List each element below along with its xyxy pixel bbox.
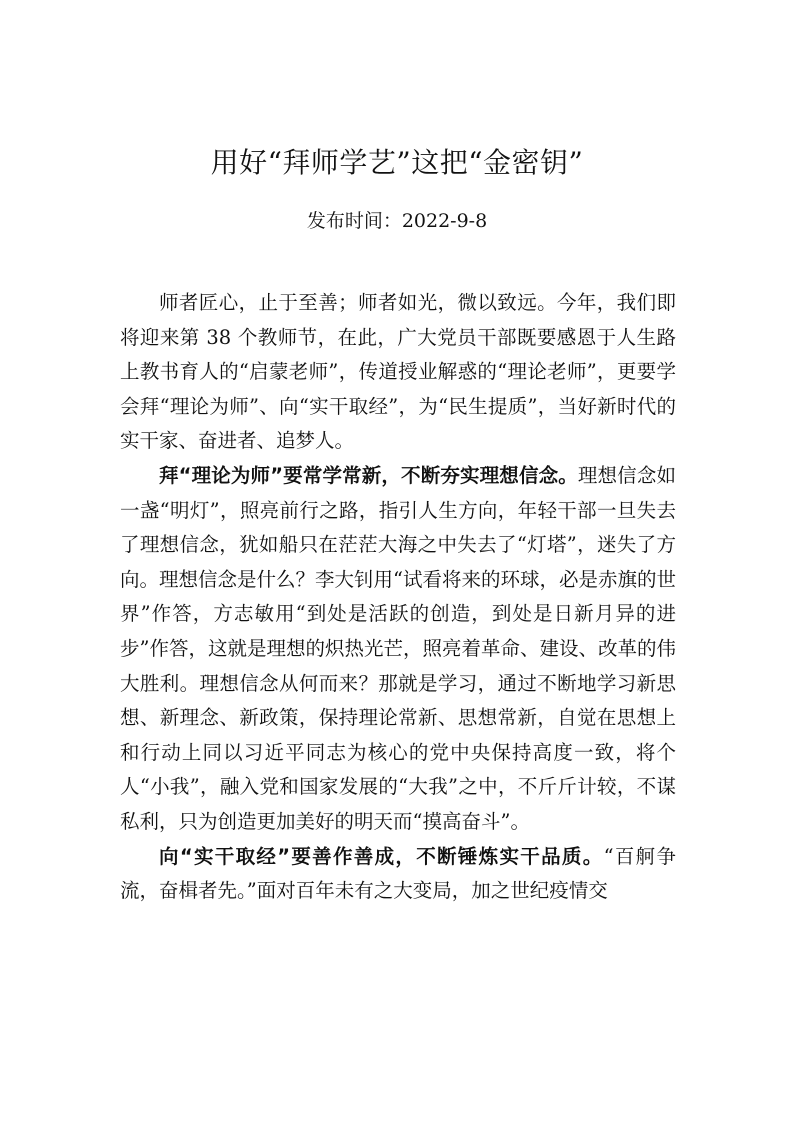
paragraph-2-text: 理想信念如一盏“明灯”，照亮前行之路，指引人生方向，年轻干部一旦失去了理想信念，犹如船只在茫茫大海之中失去了“灯塔”，迷失了方向。理想信念是什么？李大钊用“试看将来的环球，必是赤旗的世界”作答，方志敏用“到处是活跃的创造，到处是日新月异的进步”作答，这就是理想的炽热光芒，照亮着革命、建设、改革的伟大胜利。理想信念从何而来？那就是学习，通过不断地学习新思想、新理念、新政策，保持理论常新、思想常新，自觉在思想上和行动上同以习近平同志为核心的党中央保持高度一致，将个人“小我”，融入党和国家发展的“大我”之中，不斤斤计较，不谋私利，只为创造更加美好的明天而“摸高奋斗”。 [120, 463, 676, 833]
paragraph-3-text: “百舸争流，奋楫者先。”面对百年未有之大变局，加之世纪疫情交 [120, 844, 676, 903]
paragraph-1-text: 师者匠心，止于至善；师者如光，微以致远。今年，我们即将迎来第 38 个教师节，在此，广大党员干部既要感恩于人生路上教书育人的“启蒙老师”，传道授业解惑的“理论老师”，更要学会拜“理论为师”、向“实干取经”，为“民生提质”，当好新时代的实干家、奋进者、追梦人。 [120, 291, 676, 453]
publish-date: 发布时间：2022-9-8 [306, 210, 488, 232]
paragraph-2 [120, 459, 676, 840]
paragraph-1 [120, 286, 676, 459]
paragraph-2-lead: 拜“理论为师”要常学常新，不断夯实理想信念。 [159, 463, 578, 487]
paragraph-3 [120, 840, 676, 909]
article-title: 用好“拜师学艺”这把“金密钥” [210, 146, 584, 179]
paragraph-3-lead: 向“实干取经”要善作善成，不断锤炼实干品质。 [159, 844, 604, 868]
article-body [120, 286, 676, 909]
